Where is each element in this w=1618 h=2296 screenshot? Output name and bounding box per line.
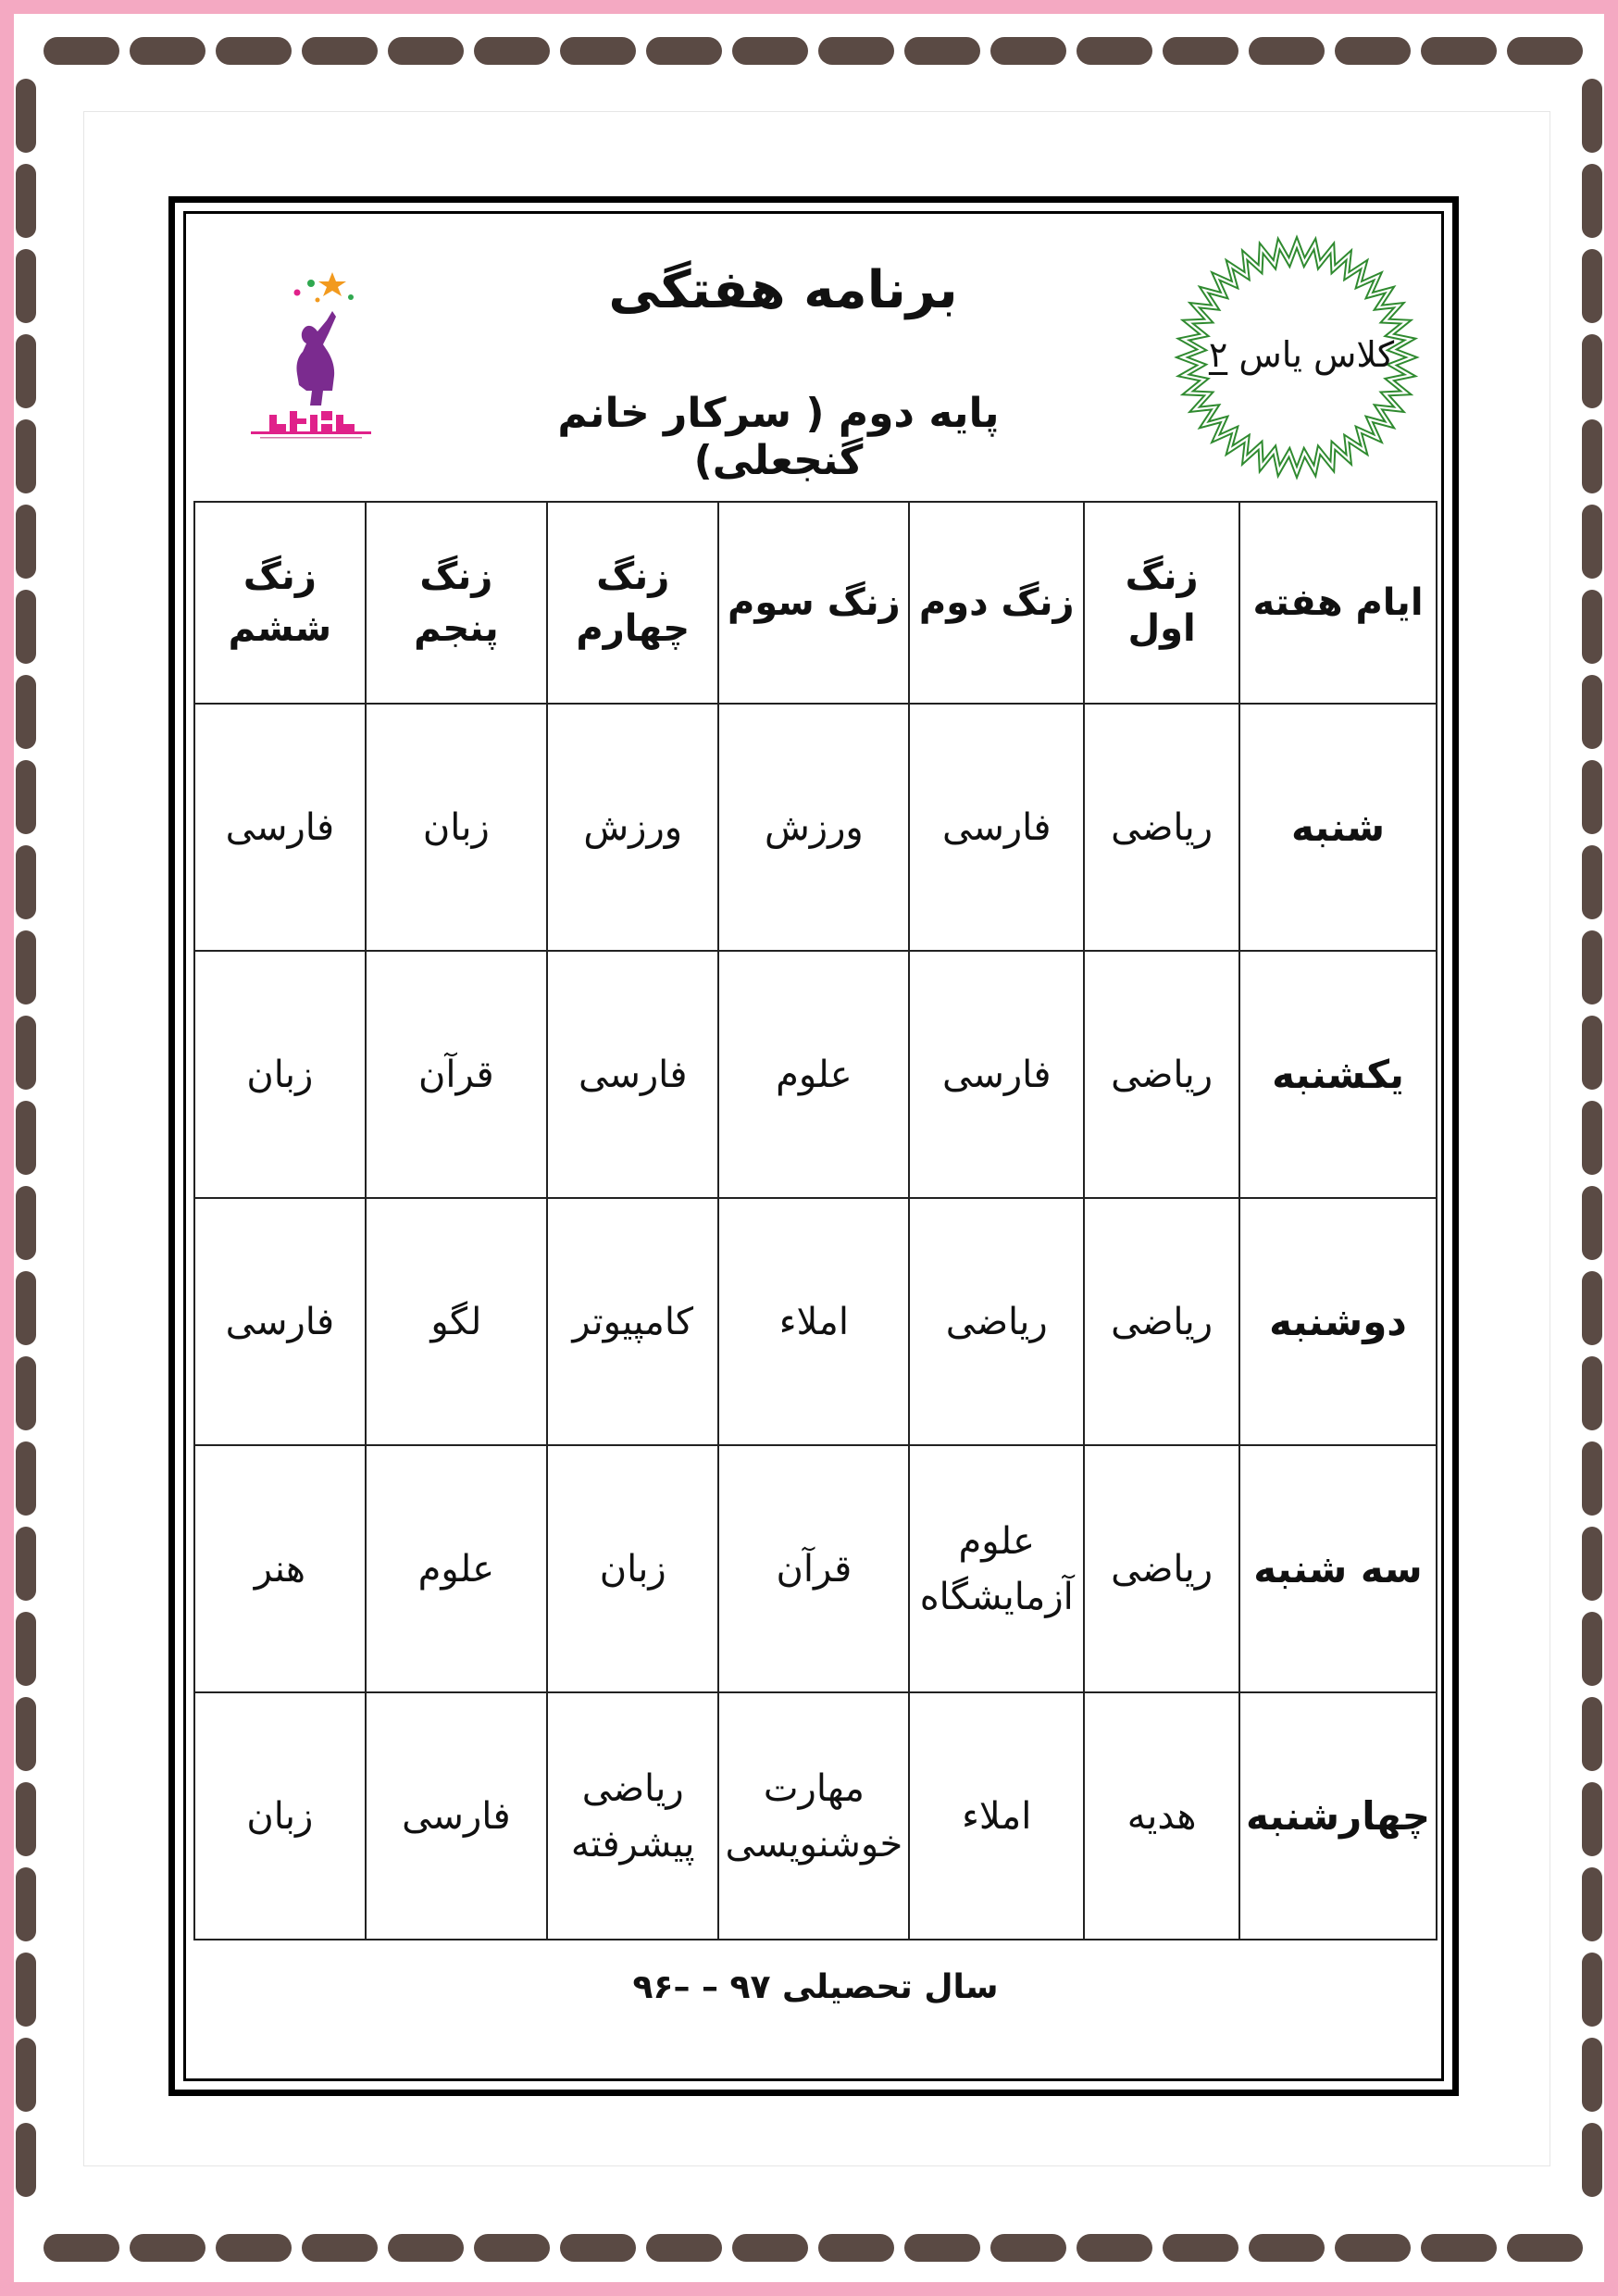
table-row [194,704,1437,951]
header-period-2: زنگ دوم [909,502,1084,704]
border-dash [990,37,1066,65]
lesson-cell: ریاضی [1084,1198,1239,1445]
border-dash [16,1016,36,1090]
lesson-cell: علوم [718,951,909,1198]
table-row [194,1445,1437,1692]
border-dash [130,2234,205,2262]
border-dash [16,590,36,664]
border-dash [732,2234,808,2262]
day-cell: دوشنبه [1239,1198,1437,1445]
border-dash [16,845,36,919]
table-header-row [194,502,1437,704]
lesson-cell: زبان [366,704,547,951]
border-dash [1582,419,1602,493]
border-dash [16,1186,36,1260]
border-dash [44,37,119,65]
border-dash [16,675,36,749]
border-dash [560,2234,636,2262]
border-dash [302,2234,378,2262]
border-dash [16,1867,36,1941]
border-dash [44,2234,119,2262]
border-dash [1582,1356,1602,1430]
border-dash [1582,1953,1602,2027]
lesson-cell: ریاضی پیشرفته [547,1692,718,1940]
lesson-cell: علوم [366,1445,547,1692]
lesson-cell: لگو [366,1198,547,1445]
border-dash [904,37,980,65]
lesson-cell: هدیه [1084,1692,1239,1940]
table-row [194,1692,1437,1940]
border-dash [1421,2234,1497,2262]
border-dash [16,1101,36,1175]
border-dash [646,2234,722,2262]
lesson-cell: فارسی [547,951,718,1198]
lesson-cell: مهارت خوشنویسی [718,1692,909,1940]
border-dash [560,37,636,65]
lesson-cell: هنر [194,1445,366,1692]
table-row [194,1198,1437,1445]
border-dash [474,37,550,65]
border-dash [16,79,36,153]
border-dash [904,2234,980,2262]
border-dash [1335,2234,1411,2262]
border-dash [1582,1527,1602,1601]
class-name-label [1204,334,1399,375]
weekly-schedule-table [193,501,1438,1940]
border-dash [1163,37,1238,65]
border-dash [216,2234,292,2262]
border-dash [16,1953,36,2027]
border-dash [216,37,292,65]
border-dash [1163,2234,1238,2262]
lesson-cell: املاء [909,1692,1084,1940]
border-dash [16,1271,36,1345]
border-dash [1077,2234,1152,2262]
border-dash [1077,37,1152,65]
border-dash [818,37,894,65]
school-year-footer: سال تحصیلی ۹۷ – –۹۶ [632,1968,999,2006]
border-dash [16,1782,36,1856]
border-dash [1582,675,1602,749]
border-dash [1582,1271,1602,1345]
lesson-cell: ریاضی [1084,704,1239,951]
lesson-cell: علوم آزمایشگاه [909,1445,1084,1692]
class-label-text: کلاس یاس [1238,334,1395,375]
lesson-cell: زبان [194,951,366,1198]
header-period-5: زنگ پنجم [366,502,547,704]
border-dash [1335,37,1411,65]
schedule-frame-inner [183,211,1444,2081]
border-dash [474,2234,550,2262]
border-dash [1582,1016,1602,1090]
border-dash [16,2038,36,2112]
lesson-cell: ورزش [547,704,718,951]
border-dash [388,37,464,65]
page-subtitle: پایه دوم ( سرکار خانم گنجعلی) [557,390,1000,484]
lesson-cell: قرآن [718,1445,909,1692]
lesson-cell: فارسی [194,704,366,951]
day-cell: سه شنبه [1239,1445,1437,1692]
border-dash [16,1612,36,1686]
border-dash [818,2234,894,2262]
border-dash [1582,334,1602,408]
border-dash [1582,1186,1602,1260]
border-dash [1421,37,1497,65]
lesson-cell: املاء [718,1198,909,1445]
lesson-cell: فارسی [366,1692,547,1940]
border-dash [646,37,722,65]
left-dash-border [16,79,36,2197]
border-dash [16,505,36,579]
border-dash [16,1697,36,1771]
header-period-6: زنگ ششم [194,502,366,704]
border-dash [1582,1612,1602,1686]
border-dash [1582,249,1602,323]
border-dash [1582,1867,1602,1941]
lesson-cell: کامپیوتر [547,1198,718,1445]
border-dash [1507,37,1583,65]
day-cell: چهارشنبه [1239,1692,1437,1940]
bottom-dash-border [44,2234,1583,2262]
lesson-cell: ورزش [718,704,909,951]
border-dash [16,760,36,834]
table-row [194,951,1437,1198]
lesson-cell: قرآن [366,951,547,1198]
border-dash [1582,1101,1602,1175]
border-dash [990,2234,1066,2262]
border-dash [1582,164,1602,238]
border-dash [388,2234,464,2262]
top-dash-border [44,37,1583,65]
border-dash [1582,845,1602,919]
border-dash [1507,2234,1583,2262]
class-number: ۲ [1208,334,1228,375]
border-dash [16,249,36,323]
day-cell: یکشنبه [1239,951,1437,1198]
border-dash [1582,1441,1602,1516]
border-dash [16,334,36,408]
header-days: ایام هفته [1239,502,1437,704]
border-dash [302,37,378,65]
border-dash [1582,2123,1602,2197]
header-period-3: زنگ سوم [718,502,909,704]
header-period-1: زنگ اول [1084,502,1239,704]
border-dash [16,1441,36,1516]
border-dash [1249,2234,1325,2262]
lesson-cell: ریاضی [1084,951,1239,1198]
border-dash [130,37,205,65]
lesson-cell: زبان [194,1692,366,1940]
border-dash [1582,1782,1602,1856]
border-dash [16,419,36,493]
border-dash [16,1527,36,1601]
border-dash [1582,590,1602,664]
border-dash [16,930,36,1004]
day-cell: شنبه [1239,704,1437,951]
border-dash [1582,505,1602,579]
lesson-cell: ریاضی [1084,1445,1239,1692]
header-period-4: زنگ چهارم [547,502,718,704]
border-dash [732,37,808,65]
lesson-cell: فارسی [194,1198,366,1445]
schedule-frame [168,196,1459,2096]
border-dash [16,164,36,238]
child-reaching-star-logo [242,256,380,441]
lesson-cell: فارسی [909,951,1084,1198]
border-dash [16,2123,36,2197]
lesson-cell: ریاضی [909,1198,1084,1445]
border-dash [1582,1697,1602,1771]
border-dash [1582,930,1602,1004]
lesson-cell: زبان [547,1445,718,1692]
border-dash [1582,79,1602,153]
border-dash [1249,37,1325,65]
border-dash [1582,2038,1602,2112]
page-title: برنامه هفتگی [608,260,958,320]
border-dash [16,1356,36,1430]
right-dash-border [1582,79,1602,2197]
lesson-cell: فارسی [909,704,1084,951]
border-dash [1582,760,1602,834]
